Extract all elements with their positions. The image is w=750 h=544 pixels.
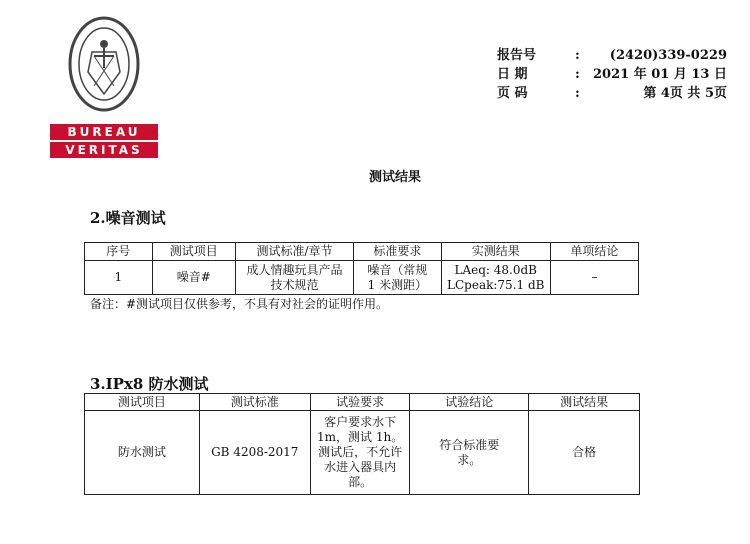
row-result — [441, 261, 550, 295]
page-title: 测试结果 — [368, 170, 421, 185]
ipx8-section-heading: 3.IPx8 防水测试 — [90, 375, 209, 393]
header-row-page — [497, 84, 737, 104]
col-item: 测试项目 — [85, 394, 200, 411]
header-row-report-no — [497, 46, 737, 66]
col-result: 测试结果 — [529, 394, 640, 411]
requirement-line: 1 米测距） — [367, 277, 428, 292]
col-item: 测试项目 — [152, 243, 235, 261]
logo-brand-bottom: VERITAS — [50, 142, 158, 158]
row-standard: GB 4208-2017 — [199, 411, 310, 495]
row-requirement — [354, 261, 441, 295]
row-no: 1 — [85, 261, 153, 295]
requirement-line: 1m，测试 1h。 — [317, 430, 404, 444]
col-requirement: 试验要求 — [310, 394, 409, 411]
row-result: 合格 — [529, 411, 640, 495]
page-value: 第 4页 共 5页 — [643, 86, 727, 101]
report-no-value: (2420)339-0229 — [609, 48, 727, 63]
result-line: LCpeak:75.1 dB — [447, 277, 545, 292]
header-row-date — [497, 65, 737, 85]
conclusion-line: 求。 — [457, 452, 482, 467]
col-standard: 测试标准/章节 — [235, 243, 353, 261]
table-header-row — [85, 243, 639, 261]
report-no-label: 报告号 — [497, 48, 537, 63]
requirement-line: 部。 — [348, 475, 373, 489]
row-verdict: – — [550, 261, 638, 295]
col-verdict: 单项结论 — [550, 243, 638, 261]
noise-table — [84, 242, 639, 295]
date-label: 日 期 — [497, 67, 528, 82]
noise-note: 备注：#测试项目仅供参考，不具有对社会的证明作用。 — [90, 297, 389, 311]
seal-emblem — [68, 16, 140, 112]
requirement-line: 客户要求水下 — [324, 415, 397, 429]
colon: : — [575, 67, 580, 82]
col-conclusion: 试验结论 — [410, 394, 529, 411]
colon: : — [575, 86, 580, 101]
colon: : — [575, 48, 580, 63]
table-row — [85, 261, 639, 295]
ipx8-table — [84, 393, 640, 495]
row-requirement — [310, 411, 409, 495]
col-no: 序号 — [85, 243, 153, 261]
requirement-line: 噪音（常规 — [367, 262, 428, 277]
requirement-line: 测试后，不允许 — [318, 445, 403, 459]
col-requirement: 标准要求 — [354, 243, 441, 261]
standard-line: 成人情趣玩具产品 — [246, 262, 343, 277]
col-result: 实测结果 — [441, 243, 550, 261]
result-line: LAeq: 48.0dB — [454, 262, 537, 277]
requirement-line: 水进入器具内 — [324, 460, 397, 474]
bureau-veritas-logo — [50, 16, 158, 157]
row-standard — [235, 261, 353, 295]
logo-brand-top: BUREAU — [50, 124, 158, 140]
table-row — [85, 411, 640, 495]
noise-section-heading: 2.噪音测试 — [90, 209, 166, 227]
row-item: 噪音# — [152, 261, 235, 295]
standard-line: 技术规范 — [270, 277, 319, 292]
col-standard: 测试标准 — [199, 394, 310, 411]
row-conclusion — [410, 411, 529, 495]
row-item: 防水测试 — [85, 411, 200, 495]
table-header-row — [85, 394, 640, 411]
conclusion-line: 符合标准要 — [439, 437, 500, 452]
date-value: 2021 年 01 月 13 日 — [593, 67, 727, 82]
page-label: 页 码 — [497, 86, 528, 101]
